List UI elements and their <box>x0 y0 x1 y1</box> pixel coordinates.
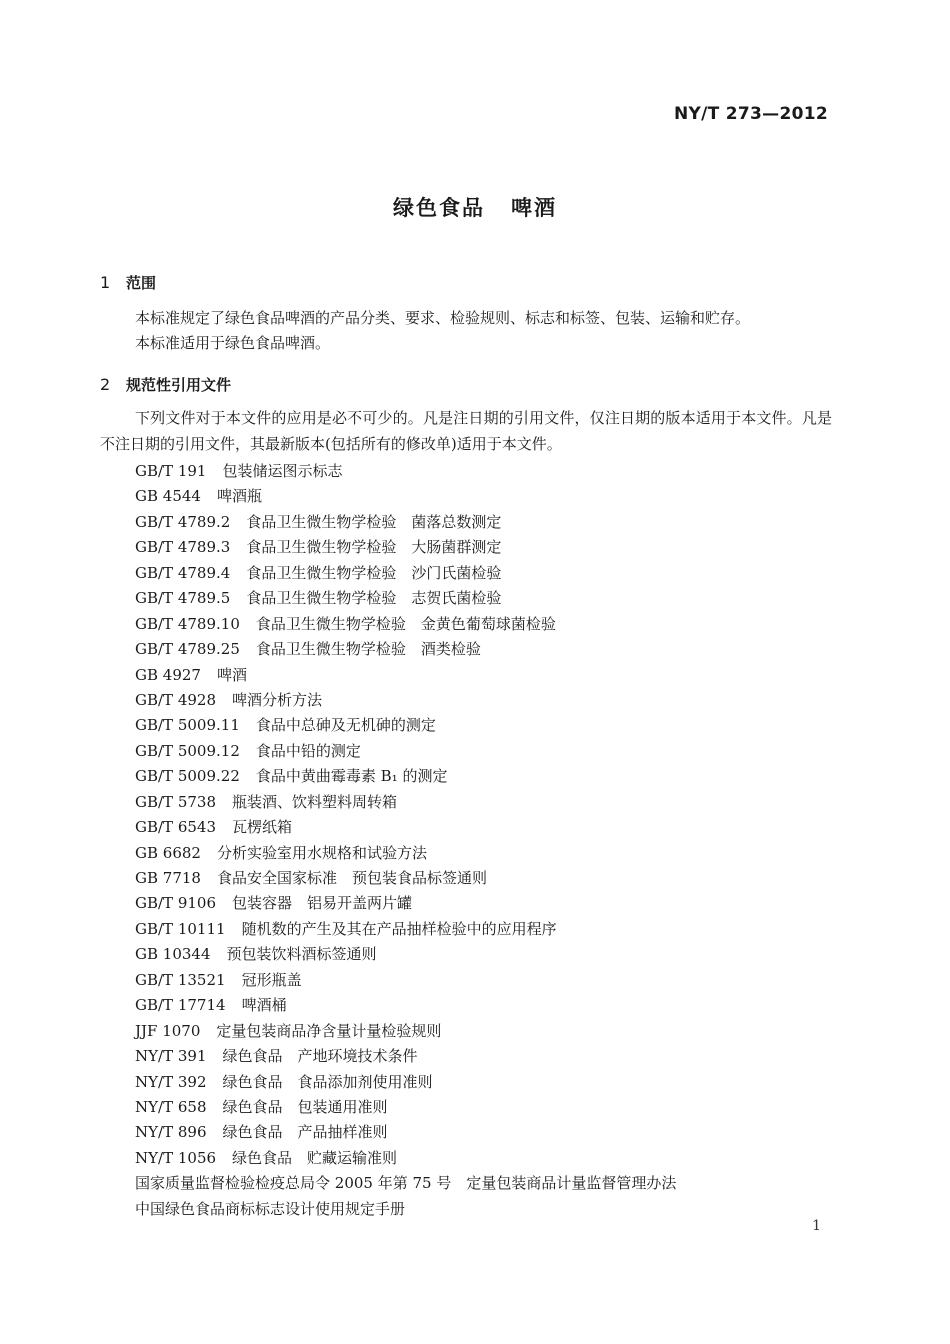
reference-title: 随机数的产生及其在产品抽样检验中的应用程序 <box>241 919 557 938</box>
reference-item <box>135 713 676 738</box>
reference-title: 包装容器 铝易开盖两片罐 <box>232 894 413 913</box>
reference-title: 绿色食品 食品添加剂使用准则 <box>222 1072 433 1091</box>
reference-item <box>135 764 676 789</box>
reference-code: NY/T 1056 <box>135 1148 217 1167</box>
reference-item <box>135 942 676 967</box>
reference-item <box>135 841 676 866</box>
document-title <box>0 192 950 222</box>
reference-item <box>135 510 676 535</box>
reference-item <box>135 815 676 840</box>
reference-code: GB/T 4789.2 <box>135 512 231 531</box>
reference-title: 绿色食品 贮藏运输准则 <box>232 1148 398 1167</box>
reference-code: GB/T 10111 <box>135 919 226 938</box>
page-number: 1 <box>812 1218 821 1234</box>
reference-code: GB/T 9106 <box>135 894 217 913</box>
section-1-heading <box>100 272 156 293</box>
section-2-intro: 下列文件对于本文件的应用是必不可少的。凡是注日期的引用文件，仅注日期的版本适用于本文件。凡是不注日期的引用文件，其最新版本(包括所有的修改单)适用于本文件。 <box>100 409 832 453</box>
reference-item <box>135 612 676 637</box>
reference-title: 瓶装酒、饮料塑料周转箱 <box>232 792 398 811</box>
reference-code: GB 7718 <box>135 869 201 887</box>
reference-item <box>135 891 676 916</box>
section-1-paragraph-2: 本标准适用于绿色食品啤酒。 <box>135 334 331 352</box>
reference-code: NY/T 392 <box>135 1072 207 1091</box>
reference-title: 啤酒分析方法 <box>232 690 323 709</box>
reference-title: 绿色食品 产地环境技术条件 <box>222 1047 418 1066</box>
reference-code: GB/T 5009.11 <box>135 716 240 735</box>
reference-title: 绿色食品 产品抽样准则 <box>222 1123 388 1142</box>
section-2-title: 规范性引用文件 <box>126 376 232 394</box>
reference-item <box>135 484 676 509</box>
reference-item <box>135 561 676 586</box>
reference-code: GB 10344 <box>135 945 211 964</box>
reference-code: NY/T 391 <box>135 1047 207 1066</box>
reference-item <box>135 535 676 560</box>
reference-code: GB/T 4789.3 <box>135 538 231 557</box>
reference-title: 绿色食品 包装通用准则 <box>222 1097 388 1116</box>
reference-title: 分析实验室用水规格和试验方法 <box>216 843 427 862</box>
reference-code: GB 6682 <box>135 843 201 862</box>
reference-code: GB/T 5009.22 <box>135 767 240 786</box>
reference-item <box>135 1120 676 1145</box>
title-part-1: 绿色食品 <box>393 196 485 220</box>
reference-title: 食品中黄曲霉毒素 B₁ 的测定 <box>255 767 448 786</box>
reference-title: 食品卫生微生物学检验 沙门氏菌检验 <box>246 563 502 582</box>
reference-title: 食品卫生微生物学检验 酒类检验 <box>255 640 481 659</box>
reference-item <box>135 459 676 484</box>
reference-code: GB/T 4789.25 <box>135 640 240 659</box>
reference-item <box>135 917 676 942</box>
reference-code: GB/T 191 <box>135 462 207 480</box>
reference-title: 食品卫生微生物学检验 金黄色葡萄球菌检验 <box>255 614 556 633</box>
reference-code: JJF 1070 <box>135 1021 201 1040</box>
reference-code: GB/T 4789.10 <box>135 614 240 633</box>
reference-title: 食品卫生微生物学检验 大肠菌群测定 <box>246 538 502 557</box>
reference-code: GB/T 5009.12 <box>135 741 240 760</box>
title-part-2: 啤酒 <box>511 196 557 220</box>
reference-code: GB/T 4789.4 <box>135 563 231 582</box>
reference-title: 食品安全国家标准 预包装食品标签通则 <box>216 869 487 887</box>
reference-code: GB/T 13521 <box>135 970 226 989</box>
reference-code: GB/T 4789.5 <box>135 589 231 608</box>
reference-code: GB/T 6543 <box>135 818 217 837</box>
reference-title: 食品卫生微生物学检验 志贺氏菌检验 <box>246 589 502 608</box>
reference-item <box>135 1197 676 1222</box>
reference-item <box>135 968 676 993</box>
reference-item <box>135 739 676 764</box>
reference-item <box>135 688 676 713</box>
reference-title: 冠形瓶盖 <box>241 970 302 989</box>
reference-title: 定量包装商品净含量计量检验规则 <box>216 1021 442 1040</box>
reference-title: 食品中总砷及无机砷的测定 <box>255 716 436 735</box>
section-1-number: 1 <box>100 273 111 292</box>
reference-title: 中国绿色食品商标标志设计使用规定手册 <box>135 1199 406 1218</box>
reference-item <box>135 586 676 611</box>
reference-item <box>135 1171 676 1196</box>
reference-code: NY/T 658 <box>135 1097 207 1116</box>
reference-item <box>135 663 676 688</box>
section-2-number: 2 <box>100 375 111 394</box>
reference-code: GB 4927 <box>135 665 201 684</box>
section-2-heading <box>100 374 231 395</box>
reference-item <box>135 1070 676 1095</box>
reference-title: 包装储运图示标志 <box>222 462 343 480</box>
reference-title: 食品中铅的测定 <box>255 741 361 760</box>
reference-code: GB/T 5738 <box>135 792 217 811</box>
reference-item <box>135 1095 676 1120</box>
reference-item <box>135 637 676 662</box>
reference-code: NY/T 896 <box>135 1123 207 1142</box>
section-1-paragraph-1: 本标准规定了绿色食品啤酒的产品分类、要求、检验规则、标志和标签、包装、运输和贮存。 <box>135 309 751 327</box>
reference-title: 国家质量监督检验检疫总局令 2005 年第 75 号 定量包装商品计量监督管理办法 <box>135 1174 677 1193</box>
reference-code: GB 4544 <box>135 487 201 506</box>
reference-code: GB/T 4928 <box>135 690 217 709</box>
reference-list <box>135 459 676 1222</box>
section-1-title: 范围 <box>126 274 157 292</box>
reference-item <box>135 866 676 891</box>
reference-item <box>135 1146 676 1171</box>
reference-item <box>135 1044 676 1069</box>
reference-title: 预包装饮料酒标签通则 <box>226 945 377 964</box>
reference-title: 啤酒桶 <box>241 996 287 1015</box>
reference-title: 食品卫生微生物学检验 菌落总数测定 <box>246 512 502 531</box>
document-code: NY/T 273—2012 <box>674 104 828 124</box>
reference-title: 啤酒瓶 <box>216 487 262 506</box>
reference-item <box>135 993 676 1018</box>
reference-title: 瓦楞纸箱 <box>232 818 293 837</box>
reference-code: GB/T 17714 <box>135 996 226 1015</box>
reference-item <box>135 1019 676 1044</box>
reference-title: 啤酒 <box>216 665 247 684</box>
reference-item <box>135 790 676 815</box>
